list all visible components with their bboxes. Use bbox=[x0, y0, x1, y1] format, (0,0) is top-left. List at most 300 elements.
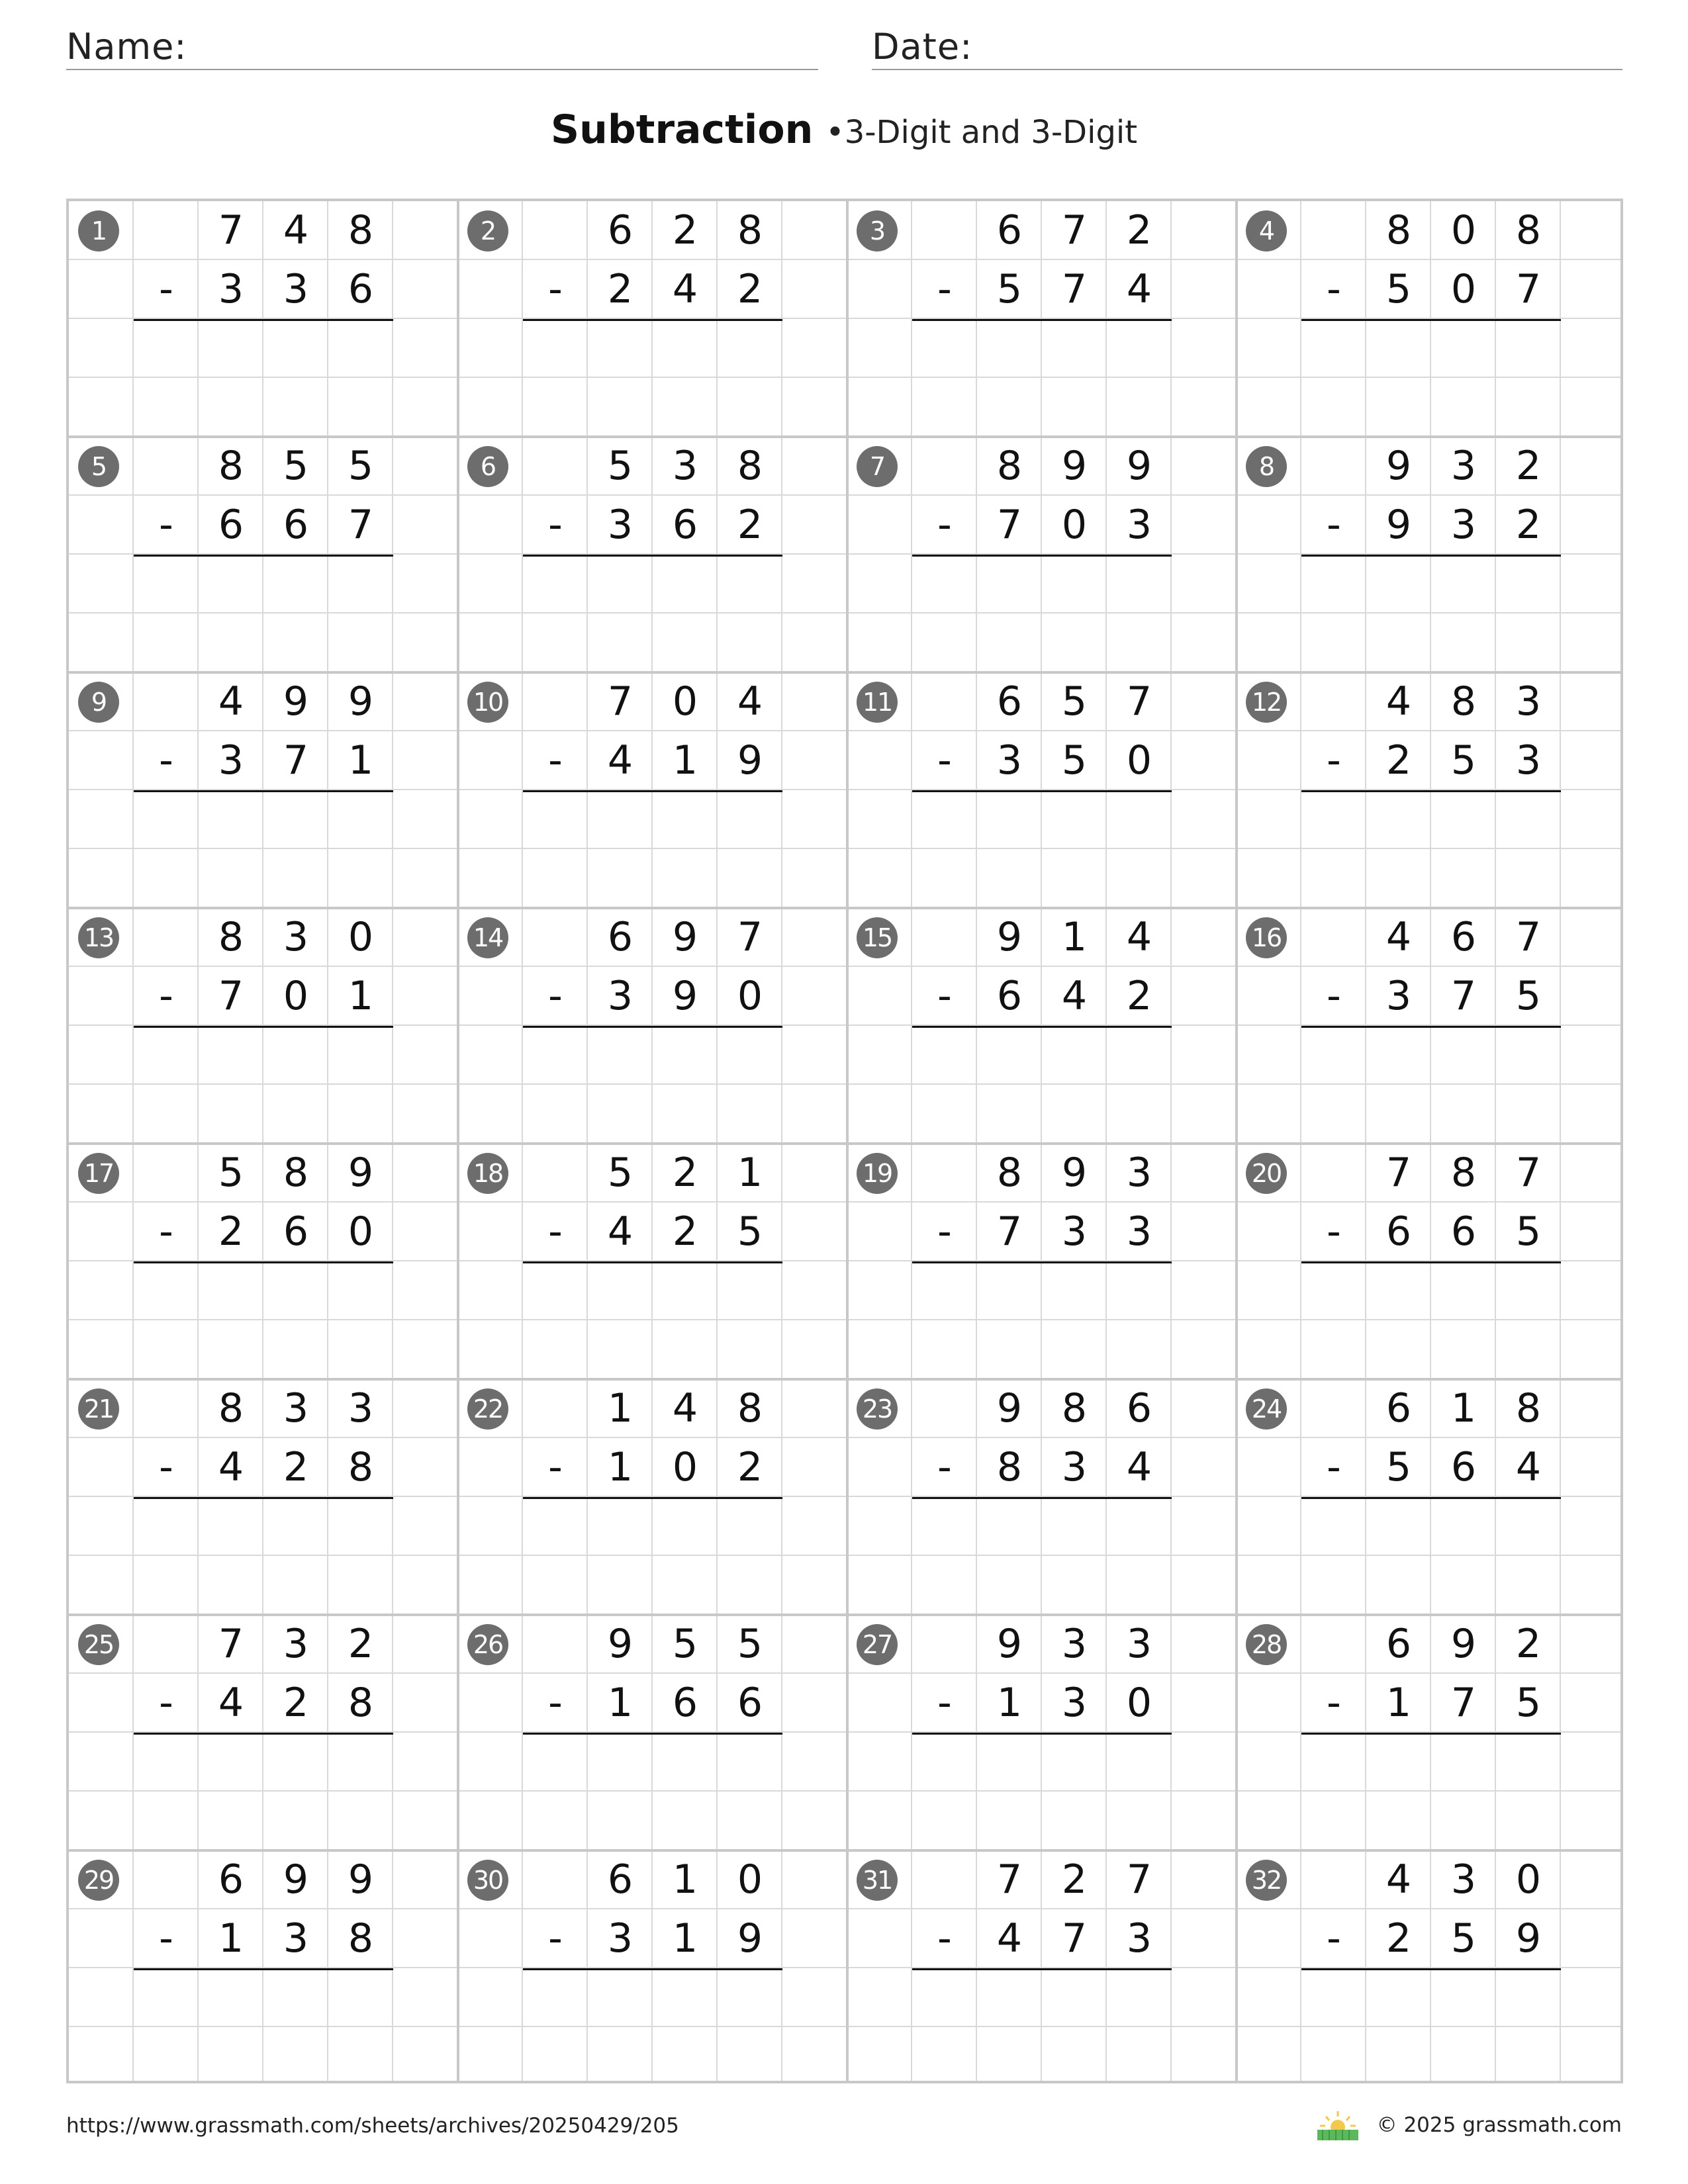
minuend-digit: 4 bbox=[737, 678, 763, 725]
minuend-digit: 9 bbox=[283, 678, 309, 725]
minuend-digit: 2 bbox=[348, 1621, 374, 1667]
minus-sign: - bbox=[1327, 1680, 1341, 1726]
subtrahend-digit: 0 bbox=[348, 1208, 374, 1255]
minuend-digit: 7 bbox=[218, 1621, 244, 1667]
answer-line bbox=[1301, 1733, 1561, 1735]
answer-line bbox=[134, 1261, 393, 1263]
minus-sign: - bbox=[159, 973, 173, 1019]
problem-number-badge: 6 bbox=[467, 446, 508, 487]
minus-sign: - bbox=[937, 266, 952, 312]
subtrahend-digit: 6 bbox=[996, 973, 1023, 1019]
minuend-digit: 2 bbox=[1061, 1856, 1088, 1903]
problem-number-badge: 25 bbox=[78, 1624, 119, 1665]
minuend-digit: 8 bbox=[1061, 1385, 1088, 1432]
problem-28 bbox=[1237, 1615, 1626, 1850]
minuend-digit: 4 bbox=[672, 1385, 698, 1432]
subtrahend-digit: 7 bbox=[1515, 266, 1542, 312]
problem-31 bbox=[847, 1850, 1237, 2086]
answer-line bbox=[134, 555, 393, 557]
subtrahend-digit: 2 bbox=[737, 1444, 763, 1490]
subtrahend-digit: 4 bbox=[218, 1444, 244, 1490]
minuend-digit: 4 bbox=[1385, 678, 1412, 725]
problem-number-badge: 21 bbox=[78, 1388, 119, 1430]
problem-1 bbox=[69, 201, 458, 437]
answer-line bbox=[134, 1026, 393, 1028]
problem-16 bbox=[1237, 908, 1626, 1144]
answer-line bbox=[912, 555, 1172, 557]
problem-grid bbox=[66, 199, 1623, 2083]
subtrahend-digit: 9 bbox=[672, 973, 698, 1019]
minuend-digit: 5 bbox=[672, 1621, 698, 1667]
minuend-digit: 9 bbox=[1126, 443, 1152, 489]
minuend-digit: 3 bbox=[1515, 678, 1542, 725]
subtrahend-digit: 6 bbox=[348, 266, 374, 312]
minuend-digit: 0 bbox=[1515, 1856, 1542, 1903]
subtrahend-digit: 3 bbox=[1515, 737, 1542, 784]
subtrahend-digit: 8 bbox=[348, 1915, 374, 1962]
minuend-digit: 8 bbox=[996, 1150, 1023, 1196]
subtrahend-digit: 3 bbox=[1126, 1915, 1152, 1962]
subtrahend-digit: 5 bbox=[1515, 1208, 1542, 1255]
answer-line bbox=[912, 1733, 1172, 1735]
subtrahend-digit: 4 bbox=[1515, 1444, 1542, 1490]
minuend-digit: 5 bbox=[737, 1621, 763, 1667]
subtrahend-digit: 3 bbox=[218, 737, 244, 784]
minuend-digit: 6 bbox=[218, 1856, 244, 1903]
subtrahend-digit: 3 bbox=[1061, 1208, 1088, 1255]
subtrahend-digit: 7 bbox=[1061, 1915, 1088, 1962]
problem-number-badge: 26 bbox=[467, 1624, 508, 1665]
subtrahend-digit: 6 bbox=[283, 502, 309, 548]
subtrahend-digit: 6 bbox=[672, 502, 698, 548]
problem-9 bbox=[69, 672, 458, 908]
minus-sign: - bbox=[548, 502, 563, 548]
subtrahend-digit: 1 bbox=[672, 1915, 698, 1962]
problem-number-badge: 27 bbox=[857, 1624, 898, 1665]
footer-url[interactable]: https://www.grassmath.com/sheets/archives/20250429/205 bbox=[66, 2114, 679, 2138]
problem-number-badge: 5 bbox=[78, 446, 119, 487]
problem-22 bbox=[458, 1379, 847, 1615]
minuend-digit: 9 bbox=[348, 1150, 374, 1196]
subtrahend-digit: 6 bbox=[218, 502, 244, 548]
subtrahend-digit: 3 bbox=[996, 737, 1023, 784]
minus-sign: - bbox=[548, 1915, 563, 1962]
answer-line bbox=[1301, 319, 1561, 321]
minuend-digit: 9 bbox=[1061, 443, 1088, 489]
minus-sign: - bbox=[1327, 266, 1341, 312]
minuend-digit: 3 bbox=[1061, 1621, 1088, 1667]
subtrahend-digit: 5 bbox=[1450, 1915, 1477, 1962]
subtrahend-digit: 2 bbox=[1385, 737, 1412, 784]
problem-20 bbox=[1237, 1144, 1626, 1379]
problem-number-badge: 18 bbox=[467, 1153, 508, 1194]
minuend-digit: 3 bbox=[283, 1621, 309, 1667]
subtrahend-digit: 1 bbox=[996, 1680, 1023, 1726]
problem-number-badge: 1 bbox=[78, 210, 119, 251]
minuend-digit: 6 bbox=[996, 678, 1023, 725]
minuend-digit: 7 bbox=[607, 678, 633, 725]
answer-line bbox=[912, 319, 1172, 321]
answer-line bbox=[1301, 1026, 1561, 1028]
minuend-digit: 8 bbox=[737, 207, 763, 253]
subtrahend-digit: 5 bbox=[1061, 737, 1088, 784]
answer-line bbox=[912, 1497, 1172, 1499]
minuend-digit: 8 bbox=[737, 443, 763, 489]
subtrahend-digit: 1 bbox=[348, 973, 374, 1019]
minuend-digit: 4 bbox=[1126, 914, 1152, 960]
minuend-digit: 4 bbox=[218, 678, 244, 725]
problem-number-badge: 22 bbox=[467, 1388, 508, 1430]
problem-number-badge: 28 bbox=[1246, 1624, 1287, 1665]
subtrahend-digit: 3 bbox=[1450, 502, 1477, 548]
minuend-digit: 7 bbox=[1385, 1150, 1412, 1196]
answer-line bbox=[523, 1026, 782, 1028]
minuend-digit: 6 bbox=[1385, 1621, 1412, 1667]
subtrahend-digit: 5 bbox=[1515, 973, 1542, 1019]
problem-number-badge: 9 bbox=[78, 682, 119, 723]
subtrahend-digit: 2 bbox=[672, 1208, 698, 1255]
title-separator: • bbox=[825, 114, 845, 151]
minus-sign: - bbox=[548, 973, 563, 1019]
subtrahend-digit: 5 bbox=[1515, 1680, 1542, 1726]
minuend-digit: 7 bbox=[1126, 1856, 1152, 1903]
problem-number-badge: 13 bbox=[78, 917, 119, 958]
minuend-digit: 6 bbox=[607, 207, 633, 253]
answer-line bbox=[523, 790, 782, 792]
minuend-digit: 0 bbox=[1450, 207, 1477, 253]
minus-sign: - bbox=[937, 1915, 952, 1962]
minus-sign: - bbox=[548, 266, 563, 312]
subtrahend-digit: 7 bbox=[1061, 266, 1088, 312]
minuend-digit: 7 bbox=[1126, 678, 1152, 725]
problem-number-badge: 10 bbox=[467, 682, 508, 723]
minus-sign: - bbox=[937, 1208, 952, 1255]
minuend-digit: 1 bbox=[1061, 914, 1088, 960]
minus-sign: - bbox=[1327, 1208, 1341, 1255]
subtrahend-digit: 0 bbox=[1061, 502, 1088, 548]
minus-sign: - bbox=[1327, 502, 1341, 548]
minus-sign: - bbox=[937, 1444, 952, 1490]
subtrahend-digit: 9 bbox=[737, 1915, 763, 1962]
minus-sign: - bbox=[159, 266, 173, 312]
minus-sign: - bbox=[937, 1680, 952, 1726]
minuend-digit: 6 bbox=[1385, 1385, 1412, 1432]
minuend-digit: 7 bbox=[1061, 207, 1088, 253]
problem-5 bbox=[69, 437, 458, 672]
minuend-digit: 4 bbox=[1385, 914, 1412, 960]
subtrahend-digit: 1 bbox=[607, 1680, 633, 1726]
problem-27 bbox=[847, 1615, 1237, 1850]
answer-line bbox=[134, 1497, 393, 1499]
subtrahend-digit: 1 bbox=[672, 737, 698, 784]
minuend-digit: 2 bbox=[672, 1150, 698, 1196]
subtrahend-digit: 3 bbox=[1061, 1680, 1088, 1726]
subtrahend-digit: 6 bbox=[1450, 1444, 1477, 1490]
minus-sign: - bbox=[159, 737, 173, 784]
minuend-digit: 8 bbox=[1450, 678, 1477, 725]
problem-23 bbox=[847, 1379, 1237, 1615]
subtrahend-digit: 2 bbox=[1385, 1915, 1412, 1962]
name-field[interactable] bbox=[66, 25, 818, 70]
minuend-digit: 9 bbox=[607, 1621, 633, 1667]
problem-number-badge: 29 bbox=[78, 1860, 119, 1901]
subtrahend-digit: 4 bbox=[672, 266, 698, 312]
subtrahend-digit: 6 bbox=[283, 1208, 309, 1255]
problem-7 bbox=[847, 437, 1237, 672]
minuend-digit: 9 bbox=[1450, 1621, 1477, 1667]
subtrahend-digit: 0 bbox=[1126, 737, 1152, 784]
answer-line bbox=[523, 1733, 782, 1735]
problem-number-badge: 7 bbox=[857, 446, 898, 487]
minuend-digit: 8 bbox=[348, 207, 374, 253]
subtrahend-digit: 3 bbox=[1126, 502, 1152, 548]
answer-line bbox=[912, 1968, 1172, 1970]
minuend-digit: 6 bbox=[1126, 1385, 1152, 1432]
minuend-digit: 9 bbox=[996, 1621, 1023, 1667]
minus-sign: - bbox=[1327, 737, 1341, 784]
problem-30 bbox=[458, 1850, 847, 2086]
problem-number-badge: 11 bbox=[857, 682, 898, 723]
problem-number-badge: 15 bbox=[857, 917, 898, 958]
problem-19 bbox=[847, 1144, 1237, 1379]
problem-15 bbox=[847, 908, 1237, 1144]
subtrahend-digit: 3 bbox=[1126, 1208, 1152, 1255]
answer-line bbox=[1301, 1497, 1561, 1499]
minuend-digit: 0 bbox=[672, 678, 698, 725]
subtrahend-digit: 3 bbox=[283, 1915, 309, 1962]
answer-line bbox=[134, 319, 393, 321]
subtrahend-digit: 3 bbox=[607, 973, 633, 1019]
subtrahend-digit: 5 bbox=[1450, 737, 1477, 784]
problem-13 bbox=[69, 908, 458, 1144]
answer-line bbox=[1301, 790, 1561, 792]
subtrahend-digit: 4 bbox=[1126, 1444, 1152, 1490]
problem-number-badge: 31 bbox=[857, 1860, 898, 1901]
minuend-digit: 1 bbox=[607, 1385, 633, 1432]
subtrahend-digit: 8 bbox=[348, 1680, 374, 1726]
problem-number-badge: 20 bbox=[1246, 1153, 1287, 1194]
problem-number-badge: 17 bbox=[78, 1153, 119, 1194]
minuend-digit: 9 bbox=[348, 1856, 374, 1903]
problem-number-badge: 23 bbox=[857, 1388, 898, 1430]
minuend-digit: 9 bbox=[283, 1856, 309, 1903]
answer-line bbox=[912, 1261, 1172, 1263]
footer-brand bbox=[1316, 2109, 1622, 2142]
problem-number-badge: 3 bbox=[857, 210, 898, 251]
minuend-digit: 2 bbox=[1515, 443, 1542, 489]
subtrahend-digit: 3 bbox=[607, 1915, 633, 1962]
title-subtitle: 3-Digit and 3-Digit bbox=[844, 114, 1138, 151]
minuend-digit: 1 bbox=[737, 1150, 763, 1196]
problem-21 bbox=[69, 1379, 458, 1615]
minuend-digit: 3 bbox=[1450, 443, 1477, 489]
problem-number-badge: 24 bbox=[1246, 1388, 1287, 1430]
subtrahend-digit: 5 bbox=[737, 1208, 763, 1255]
minus-sign: - bbox=[159, 1444, 173, 1490]
problem-number-badge: 30 bbox=[467, 1860, 508, 1901]
answer-line bbox=[134, 1733, 393, 1735]
problem-25 bbox=[69, 1615, 458, 1850]
title-main: Subtraction bbox=[550, 107, 814, 153]
problem-number-badge: 2 bbox=[467, 210, 508, 251]
answer-line bbox=[912, 1026, 1172, 1028]
subtrahend-digit: 8 bbox=[996, 1444, 1023, 1490]
minuend-digit: 8 bbox=[996, 443, 1023, 489]
problem-26 bbox=[458, 1615, 847, 1850]
subtrahend-digit: 2 bbox=[1515, 502, 1542, 548]
minuend-digit: 2 bbox=[672, 207, 698, 253]
minus-sign: - bbox=[159, 1680, 173, 1726]
subtrahend-digit: 4 bbox=[607, 1208, 633, 1255]
minuend-digit: 9 bbox=[672, 914, 698, 960]
page-title bbox=[0, 103, 1688, 159]
minuend-digit: 7 bbox=[996, 1856, 1023, 1903]
minuend-digit: 9 bbox=[996, 1385, 1023, 1432]
answer-line bbox=[523, 319, 782, 321]
subtrahend-digit: 1 bbox=[607, 1444, 633, 1490]
minus-sign: - bbox=[548, 737, 563, 784]
minuend-digit: 0 bbox=[737, 1856, 763, 1903]
minuend-digit: 8 bbox=[1515, 207, 1542, 253]
sun-over-grass-icon bbox=[1316, 2109, 1360, 2142]
subtrahend-digit: 2 bbox=[737, 266, 763, 312]
subtrahend-digit: 2 bbox=[283, 1444, 309, 1490]
minus-sign: - bbox=[1327, 1444, 1341, 1490]
problem-number-badge: 14 bbox=[467, 917, 508, 958]
subtrahend-digit: 6 bbox=[1450, 1208, 1477, 1255]
minuend-digit: 8 bbox=[737, 1385, 763, 1432]
subtrahend-digit: 2 bbox=[218, 1208, 244, 1255]
problem-8 bbox=[1237, 437, 1626, 672]
date-label: Date: bbox=[872, 26, 973, 68]
copyright-text: © 2025 grassmath.com bbox=[1376, 2113, 1622, 2137]
minuend-digit: 8 bbox=[218, 1385, 244, 1432]
answer-line bbox=[134, 790, 393, 792]
name-label: Name: bbox=[66, 26, 187, 68]
minuend-digit: 7 bbox=[1515, 914, 1542, 960]
problem-number-badge: 12 bbox=[1246, 682, 1287, 723]
problem-32 bbox=[1237, 1850, 1626, 2086]
minus-sign: - bbox=[548, 1680, 563, 1726]
subtrahend-digit: 5 bbox=[1385, 266, 1412, 312]
answer-line bbox=[1301, 555, 1561, 557]
minuend-digit: 6 bbox=[1450, 914, 1477, 960]
minus-sign: - bbox=[937, 973, 952, 1019]
problem-24 bbox=[1237, 1379, 1626, 1615]
problem-4 bbox=[1237, 201, 1626, 437]
minuend-digit: 7 bbox=[737, 914, 763, 960]
subtrahend-digit: 5 bbox=[1385, 1444, 1412, 1490]
subtrahend-digit: 1 bbox=[348, 737, 374, 784]
minuend-digit: 8 bbox=[1515, 1385, 1542, 1432]
minuend-digit: 5 bbox=[607, 443, 633, 489]
minuend-digit: 5 bbox=[348, 443, 374, 489]
subtrahend-digit: 0 bbox=[672, 1444, 698, 1490]
minus-sign: - bbox=[1327, 973, 1341, 1019]
subtrahend-digit: 6 bbox=[1385, 1208, 1412, 1255]
subtrahend-digit: 7 bbox=[1450, 1680, 1477, 1726]
subtrahend-digit: 2 bbox=[283, 1680, 309, 1726]
problem-14 bbox=[458, 908, 847, 1144]
subtrahend-digit: 7 bbox=[283, 737, 309, 784]
subtrahend-digit: 3 bbox=[607, 502, 633, 548]
minuend-digit: 2 bbox=[1515, 1621, 1542, 1667]
minuend-digit: 5 bbox=[607, 1150, 633, 1196]
subtrahend-digit: 9 bbox=[1515, 1915, 1542, 1962]
minus-sign: - bbox=[1327, 1915, 1341, 1962]
subtrahend-digit: 2 bbox=[737, 502, 763, 548]
problem-number-badge: 32 bbox=[1246, 1860, 1287, 1901]
subtrahend-digit: 4 bbox=[1126, 266, 1152, 312]
problem-number-badge: 8 bbox=[1246, 446, 1287, 487]
subtrahend-digit: 4 bbox=[218, 1680, 244, 1726]
date-field[interactable] bbox=[872, 25, 1622, 70]
subtrahend-digit: 8 bbox=[348, 1444, 374, 1490]
subtrahend-digit: 0 bbox=[1126, 1680, 1152, 1726]
answer-line bbox=[1301, 1968, 1561, 1970]
minus-sign: - bbox=[937, 737, 952, 784]
subtrahend-digit: 9 bbox=[737, 737, 763, 784]
subtrahend-digit: 7 bbox=[996, 502, 1023, 548]
minuend-digit: 3 bbox=[283, 1385, 309, 1432]
subtrahend-digit: 7 bbox=[218, 973, 244, 1019]
problem-number-badge: 4 bbox=[1246, 210, 1287, 251]
subtrahend-digit: 1 bbox=[218, 1915, 244, 1962]
answer-line bbox=[1301, 1261, 1561, 1263]
minuend-digit: 1 bbox=[672, 1856, 698, 1903]
answer-line bbox=[523, 1261, 782, 1263]
minuend-digit: 3 bbox=[1126, 1621, 1152, 1667]
minuend-digit: 6 bbox=[607, 1856, 633, 1903]
problem-10 bbox=[458, 672, 847, 908]
minus-sign: - bbox=[937, 502, 952, 548]
subtrahend-digit: 7 bbox=[348, 502, 374, 548]
subtrahend-digit: 4 bbox=[607, 737, 633, 784]
answer-line bbox=[523, 555, 782, 557]
minuend-digit: 8 bbox=[283, 1150, 309, 1196]
subtrahend-digit: 0 bbox=[1450, 266, 1477, 312]
minuend-digit: 5 bbox=[218, 1150, 244, 1196]
minuend-digit: 5 bbox=[1061, 678, 1088, 725]
minuend-digit: 3 bbox=[1126, 1150, 1152, 1196]
minuend-digit: 5 bbox=[283, 443, 309, 489]
minuend-digit: 6 bbox=[607, 914, 633, 960]
problem-11 bbox=[847, 672, 1237, 908]
subtrahend-digit: 4 bbox=[996, 1915, 1023, 1962]
subtrahend-digit: 2 bbox=[1126, 973, 1152, 1019]
subtrahend-digit: 9 bbox=[1385, 502, 1412, 548]
subtrahend-digit: 0 bbox=[283, 973, 309, 1019]
problem-29 bbox=[69, 1850, 458, 2086]
subtrahend-digit: 7 bbox=[1450, 973, 1477, 1019]
subtrahend-digit: 2 bbox=[607, 266, 633, 312]
subtrahend-digit: 3 bbox=[283, 266, 309, 312]
minuend-digit: 9 bbox=[348, 678, 374, 725]
subtrahend-digit: 5 bbox=[996, 266, 1023, 312]
subtrahend-digit: 3 bbox=[218, 266, 244, 312]
subtrahend-digit: 3 bbox=[1061, 1444, 1088, 1490]
answer-line bbox=[134, 1968, 393, 1970]
subtrahend-digit: 4 bbox=[1061, 973, 1088, 1019]
minus-sign: - bbox=[548, 1444, 563, 1490]
minus-sign: - bbox=[159, 502, 173, 548]
minuend-digit: 7 bbox=[1515, 1150, 1542, 1196]
subtrahend-digit: 1 bbox=[1385, 1680, 1412, 1726]
subtrahend-digit: 3 bbox=[1385, 973, 1412, 1019]
subtrahend-digit: 0 bbox=[737, 973, 763, 1019]
minuend-digit: 3 bbox=[672, 443, 698, 489]
minuend-digit: 0 bbox=[348, 914, 374, 960]
